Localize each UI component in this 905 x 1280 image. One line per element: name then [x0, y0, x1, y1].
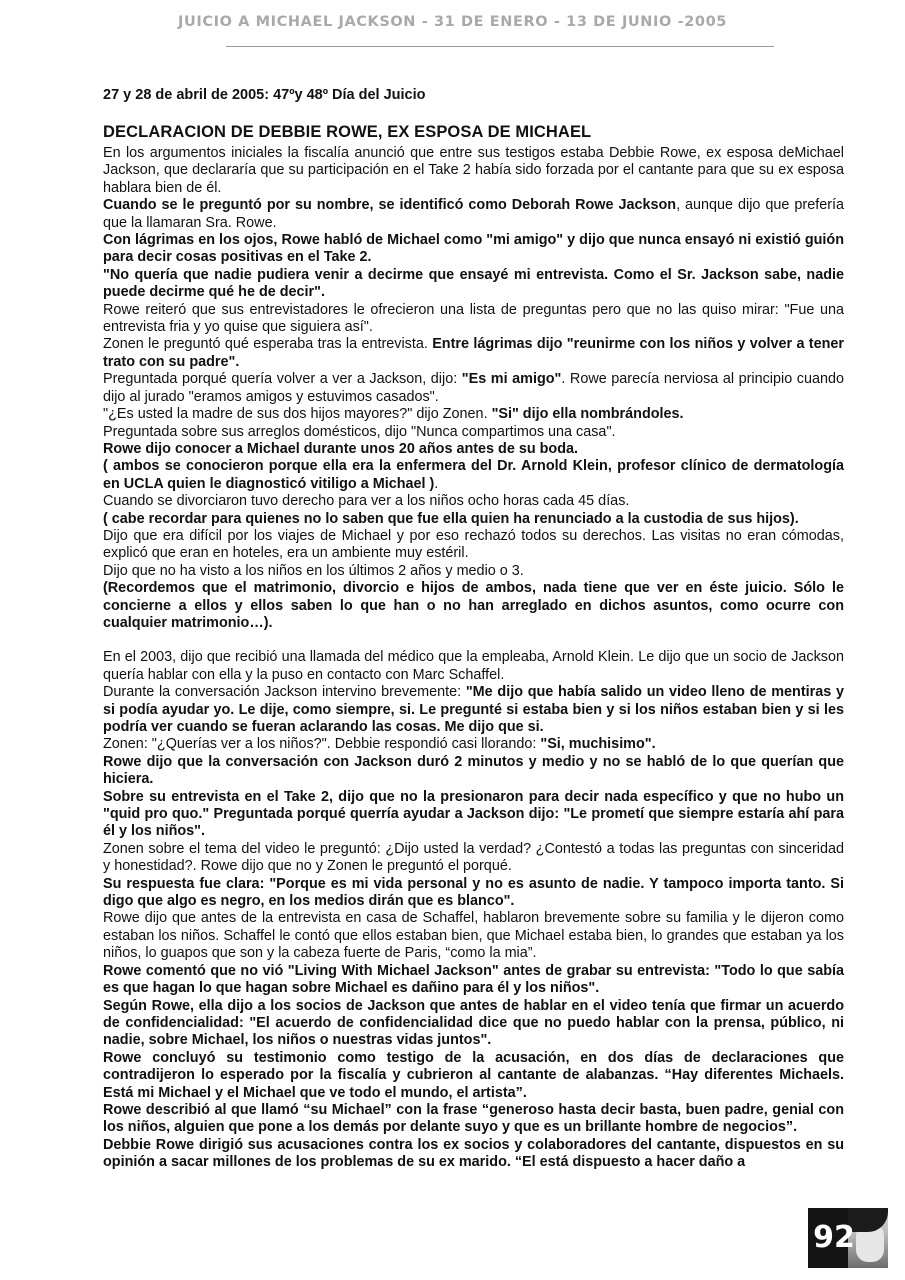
bold-text-run: Con lágrimas en los ojos, Rowe habló de Michael como "mi amigo" y dijo que nunca ensayó ni existió guión para decir cosas positivas en el Take 2.: [103, 232, 844, 266]
text-run: Dijo que era difícil por los viajes de Michael y por eso rechazó todos su derechos. Las visitas no eran cómodas, explicó que eran en hoteles, era un ambiente muy estéril.: [103, 527, 844, 562]
paragraph: [103, 754, 844, 789]
bold-text-run: Sobre su entrevista en el Take 2, dijo que no la presionaron para decir nada específico y que no hubo un "quid pro quo." Preguntada porqué querría ayudar a Jackson dijo: "Le prometí que siempre estaría ahí para él y los niños".: [103, 788, 844, 840]
section-title: DECLARACION DE DEBBIE ROWE, EX ESPOSA DE MICHAEL: [103, 123, 592, 141]
text-run: En los argumentos iniciales la fiscalía anunció que entre sus testigos estaba Debbie Rowe, ex esposa deMichael Jackson, que declararía que su participación en el Take 2 había sido forzada por el cantante para que su ex esposa hablara bien de él.: [103, 145, 844, 196]
paragraph: [103, 580, 844, 632]
text-run: "¿Es usted la madre de sus dos hijos mayores?" dijo Zonen.: [103, 406, 492, 423]
paragraph: [103, 511, 844, 528]
text-run: En el 2003, dijo que recibió una llamada del médico que la empleaba, Arnold Klein. Le dijo que un socio de Jackson quería hablar con ella y la puso en contacto con Marc Schaffel.: [103, 649, 844, 683]
paragraph: [103, 406, 844, 423]
paragraph: [103, 371, 844, 406]
paragraph: [103, 441, 844, 458]
header-divider: [226, 46, 774, 47]
bold-text-run: Cuando se le preguntó por su nombre, se identificó como Deborah Rowe Jackson: [103, 197, 677, 214]
paragraph: [103, 841, 844, 876]
bold-text-run: Rowe comentó que no vió "Living With Michael Jackson" antes de grabar su entrevista: "Todo lo que sabía es que hagan lo que hagan sobre Michael es dañino para él y los niños".: [103, 962, 844, 997]
bold-text-run: Según Rowe, ella dijo a los socios de Jackson que antes de hablar en el video tenía que firmar un acuerdo de confidencialidad: "El acuerdo de confidencialidad dice que no puedo hablar con la prensa, público, ni nadie, sobre Michael, los niños o nuestras vidas juntos".: [103, 997, 844, 1049]
text-run: Preguntada sobre sus arreglos domésticos, dijo "Nunca compartimos una casa".: [103, 423, 616, 440]
page-number: 92: [813, 1220, 855, 1255]
bold-text-run: (Recordemos que el matrimonio, divorcio e hijos de ambos, nada tiene que ver en éste juicio. Sólo le concierne a ellos y ellos saben lo que han o no han arreglado en dichos asuntos, como ocurre con cualquier matrimonio…).: [103, 580, 844, 631]
paragraph: [103, 528, 844, 563]
bold-text-run: "Es mi amigo": [461, 371, 562, 388]
bold-text-run: Debbie Rowe dirigió sus acusaciones contra los ex socios y colaboradores del cantante, dispuestos en su opinión a sacar millones de los problemas de su ex marido. “El está dispuesto a hacer daño a: [103, 1136, 844, 1171]
text-run: Zonen le preguntó qué esperaba tras la entrevista.: [103, 336, 433, 353]
paragraph-list: [103, 145, 844, 1172]
paragraph: [103, 684, 844, 736]
paragraph: [103, 145, 844, 197]
page-number-badge: [808, 1208, 888, 1268]
date-line: 27 y 28 de abril de 2005: 47ºy 48º Día del Juicio: [103, 87, 426, 103]
bold-text-run: ( cabe recordar para quienes no lo saben que fue ella quien ha renunciado a la custodia de sus hijos).: [103, 510, 799, 527]
paragraph: [103, 267, 844, 302]
paragraph: [103, 789, 844, 841]
bold-text-run: Rowe describió al que llamó “su Michael” con la frase “generoso hasta decir basta, buen padre, genial con los niños, alguien que pone a los demás por delante suyo y que es un brillante hombre de negocios”.: [103, 1101, 844, 1136]
text-run: Durante la conversación Jackson intervino brevemente:: [103, 684, 466, 701]
paragraph: [103, 1102, 844, 1137]
bold-text-run: "Me dijo que había salido un video lleno de mentiras y si podía ayudar yo. Le dije, como siempre, si. Le pregunté si estaba bien y si los niños estaban bien y si les podría ver cuando se fueran aclarando las cosas. Me dijo que si.: [103, 684, 844, 735]
paragraph: [103, 302, 844, 337]
paragraph: [103, 424, 844, 441]
paragraph: [103, 493, 844, 510]
text-run: Dijo que no ha visto a los niños en los últimos 2 años y medio o 3.: [103, 562, 524, 579]
paragraph: [103, 336, 844, 371]
bold-text-run: "Si, muchisimo".: [540, 736, 656, 753]
paragraph: [103, 232, 844, 267]
text-run: Rowe dijo que antes de la entrevista en casa de Schaffel, hablaron brevemente sobre su familia y le dijeron como estaban los niños. Schaffel le contó que ellos estaban bien, que Michael estaba bien, lo grandes que estaban ya los niños, lo guapos que son y la cabeza fuerte de Paris, “como la mia”.: [103, 910, 844, 962]
bold-text-run: "No quería que nadie pudiera venir a decirme que ensayé mi entrevista. Como el Sr. Jackson sabe, nadie puede decirme qué he de decir".: [103, 266, 844, 301]
paragraph: [103, 563, 844, 580]
paragraph: [103, 1137, 844, 1172]
text-run: Zonen sobre el tema del video le preguntó: ¿Dijo usted la verdad? ¿Contestó a todas las preguntas con sinceridad y honestidad?. Rowe dijo que no y Zonen le preguntó el porqué.: [103, 840, 844, 875]
paragraph: [103, 197, 844, 232]
text-run: Cuando se divorciaron tuvo derecho para ver a los niños ocho horas cada 45 días.: [103, 493, 630, 510]
bold-text-run: ( ambos se conocieron porque ella era la enfermera del Dr. Arnold Klein, profesor clínico de dermatología en UCLA quien le diagnosticó vitiligo a Michael ): [103, 458, 844, 492]
text-run: .: [434, 475, 439, 492]
bold-text-run: Entre lágrimas dijo "reunirme con los niños y volver a tener trato con su padre".: [103, 336, 844, 370]
paragraph: [103, 998, 844, 1050]
paragraph: [103, 876, 844, 911]
text-run: Zonen: "¿Querías ver a los niños?". Debbie respondió casi llorando:: [103, 736, 541, 753]
paragraph: [103, 910, 844, 962]
bold-text-run: Su respuesta fue clara: "Porque es mi vida personal y no es asunto de nadie. Y tampoco importa tanto. Si digo que algo es negro, en los medios dirán que es blanco".: [103, 875, 844, 910]
paragraph: [103, 458, 844, 493]
paragraph: [103, 649, 844, 684]
article-body: [103, 86, 844, 1172]
paragraph: [103, 963, 844, 998]
running-header: JUICIO A MICHAEL JACKSON - 31 DE ENERO - 13 DE JUNIO -2005: [177, 14, 727, 30]
text-run: Preguntada porqué quería volver a ver a Jackson, dijo:: [103, 371, 462, 388]
bold-text-run: "Si" dijo ella nombrándoles.: [491, 406, 684, 423]
text-run: Rowe reiteró que sus entrevistadores le ofrecieron una lista de preguntas pero que no las quiso mirar: "Fue una entrevista fria y yo quise que siguiera así".: [103, 301, 844, 336]
paragraph: [103, 736, 844, 753]
text-run: . Rowe parecía nerviosa al principio cuando dijo al jurado "eramos amigos y estuvimos casados".: [103, 371, 844, 405]
paragraph: [103, 1050, 844, 1102]
text-run: , aunque dijo que prefería que la llamaran Sra. Rowe.: [103, 197, 844, 231]
bold-text-run: Rowe dijo que la conversación con Jackson duró 2 minutos y medio y no se habló de lo que querían que hiciera.: [103, 753, 844, 788]
bold-text-run: Rowe concluyó su testimonio como testigo de la acusación, en dos días de declaraciones que contradijeron lo esperado por la fiscalía y cubrieron al cantante de alabanzas. “Hay diferentes Michaels. Está mi Michael y el Michael que ve todo el mundo, el artista”.: [103, 1049, 844, 1101]
bold-text-run: Rowe dijo conocer a Michael durante unos 20 años antes de su boda.: [103, 440, 578, 457]
